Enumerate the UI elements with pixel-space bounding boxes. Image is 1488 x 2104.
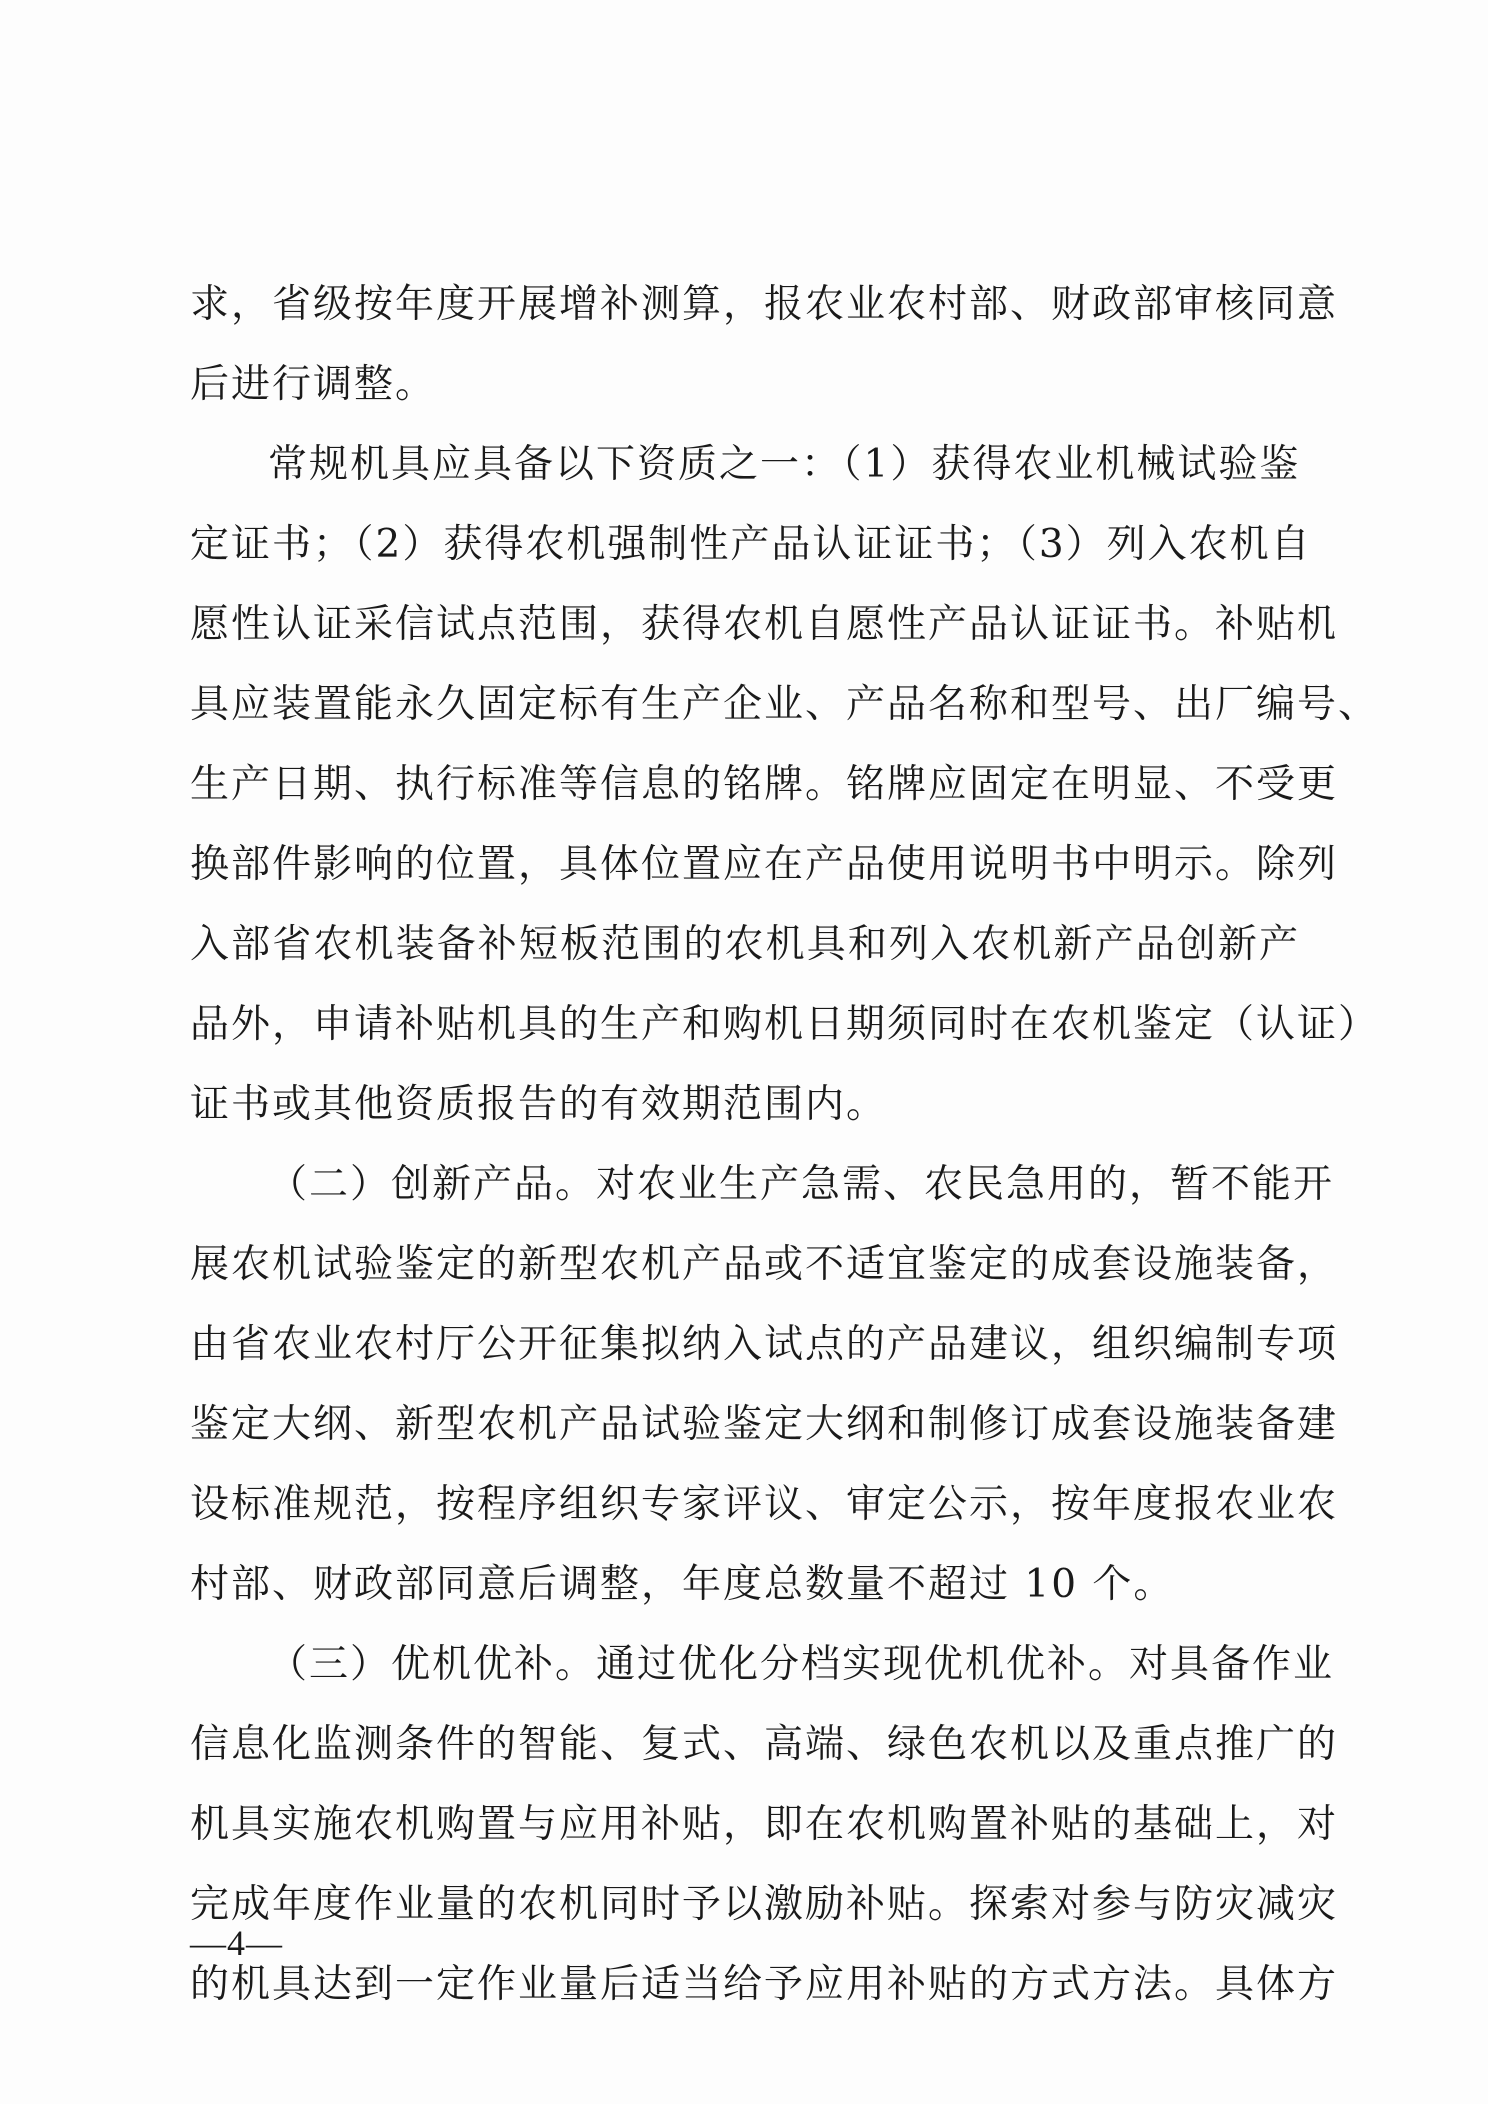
text-line: 愿性认证采信试点范围，获得农机自愿性产品认证证书。补贴机 — [190, 602, 1339, 647]
text-line: 信息化监测条件的智能、复式、高端、绿色农机以及重点推广的 — [190, 1722, 1339, 1767]
text-line: 的机具达到一定作业量后适当给予应用补贴的方式方法。具体方 — [190, 1962, 1339, 2007]
text-line: 定证书；（2）获得农机强制性产品认证证书；（3）列入农机自 — [190, 522, 1312, 567]
body-text — [190, 280, 1380, 2040]
text-line: （三）优机优补。通过优化分档实现优机优补。对具备作业 — [268, 1642, 1335, 1687]
text-line: 证书或其他资质报告的有效期范围内。 — [190, 1082, 888, 1127]
text-line: 由省农业农村厅公开征集拟纳入试点的产品建议，组织编制专项 — [190, 1322, 1339, 1367]
text-line: 常规机具应具备以下资质之一：（1）获得农业机械试验鉴 — [268, 442, 1301, 487]
text-line: 生产日期、执行标准等信息的铭牌。铭牌应固定在明显、不受更 — [190, 762, 1339, 807]
text-line: 村部、财政部同意后调整，年度总数量不超过 10 个。 — [190, 1562, 1175, 1607]
text-line: 展农机试验鉴定的新型农机产品或不适宜鉴定的成套设施装备， — [190, 1242, 1339, 1287]
text-line: 机具实施农机购置与应用补贴，即在农机购置补贴的基础上，对 — [190, 1802, 1339, 1847]
text-line: 入部省农机装备补短板范围的农机具和列入农机新产品创新产 — [190, 922, 1300, 967]
page-number: —4— — [190, 1923, 283, 1963]
text-line: 换部件影响的位置，具体位置应在产品使用说明书中明示。除列 — [190, 842, 1339, 887]
text-line: 求，省级按年度开展增补测算，报农业农村部、财政部审核同意 — [190, 282, 1339, 327]
text-line: （二）创新产品。对农业生产急需、农民急用的，暂不能开 — [268, 1162, 1335, 1207]
text-line: 鉴定大纲、新型农机产品试验鉴定大纲和制修订成套设施装备建 — [190, 1402, 1339, 1447]
text-line: 后进行调整。 — [190, 362, 437, 407]
text-line: 品外，申请补贴机具的生产和购机日期须同时在农机鉴定（认证） — [190, 1002, 1380, 1047]
text-line: 完成年度作业量的农机同时予以激励补贴。探索对参与防灾减灾 — [190, 1882, 1339, 1927]
text-line: 具应装置能永久固定标有生产企业、产品名称和型号、出厂编号、 — [190, 682, 1380, 727]
text-line: 设标准规范，按程序组织专家评议、审定公示，按年度报农业农 — [190, 1482, 1339, 1527]
